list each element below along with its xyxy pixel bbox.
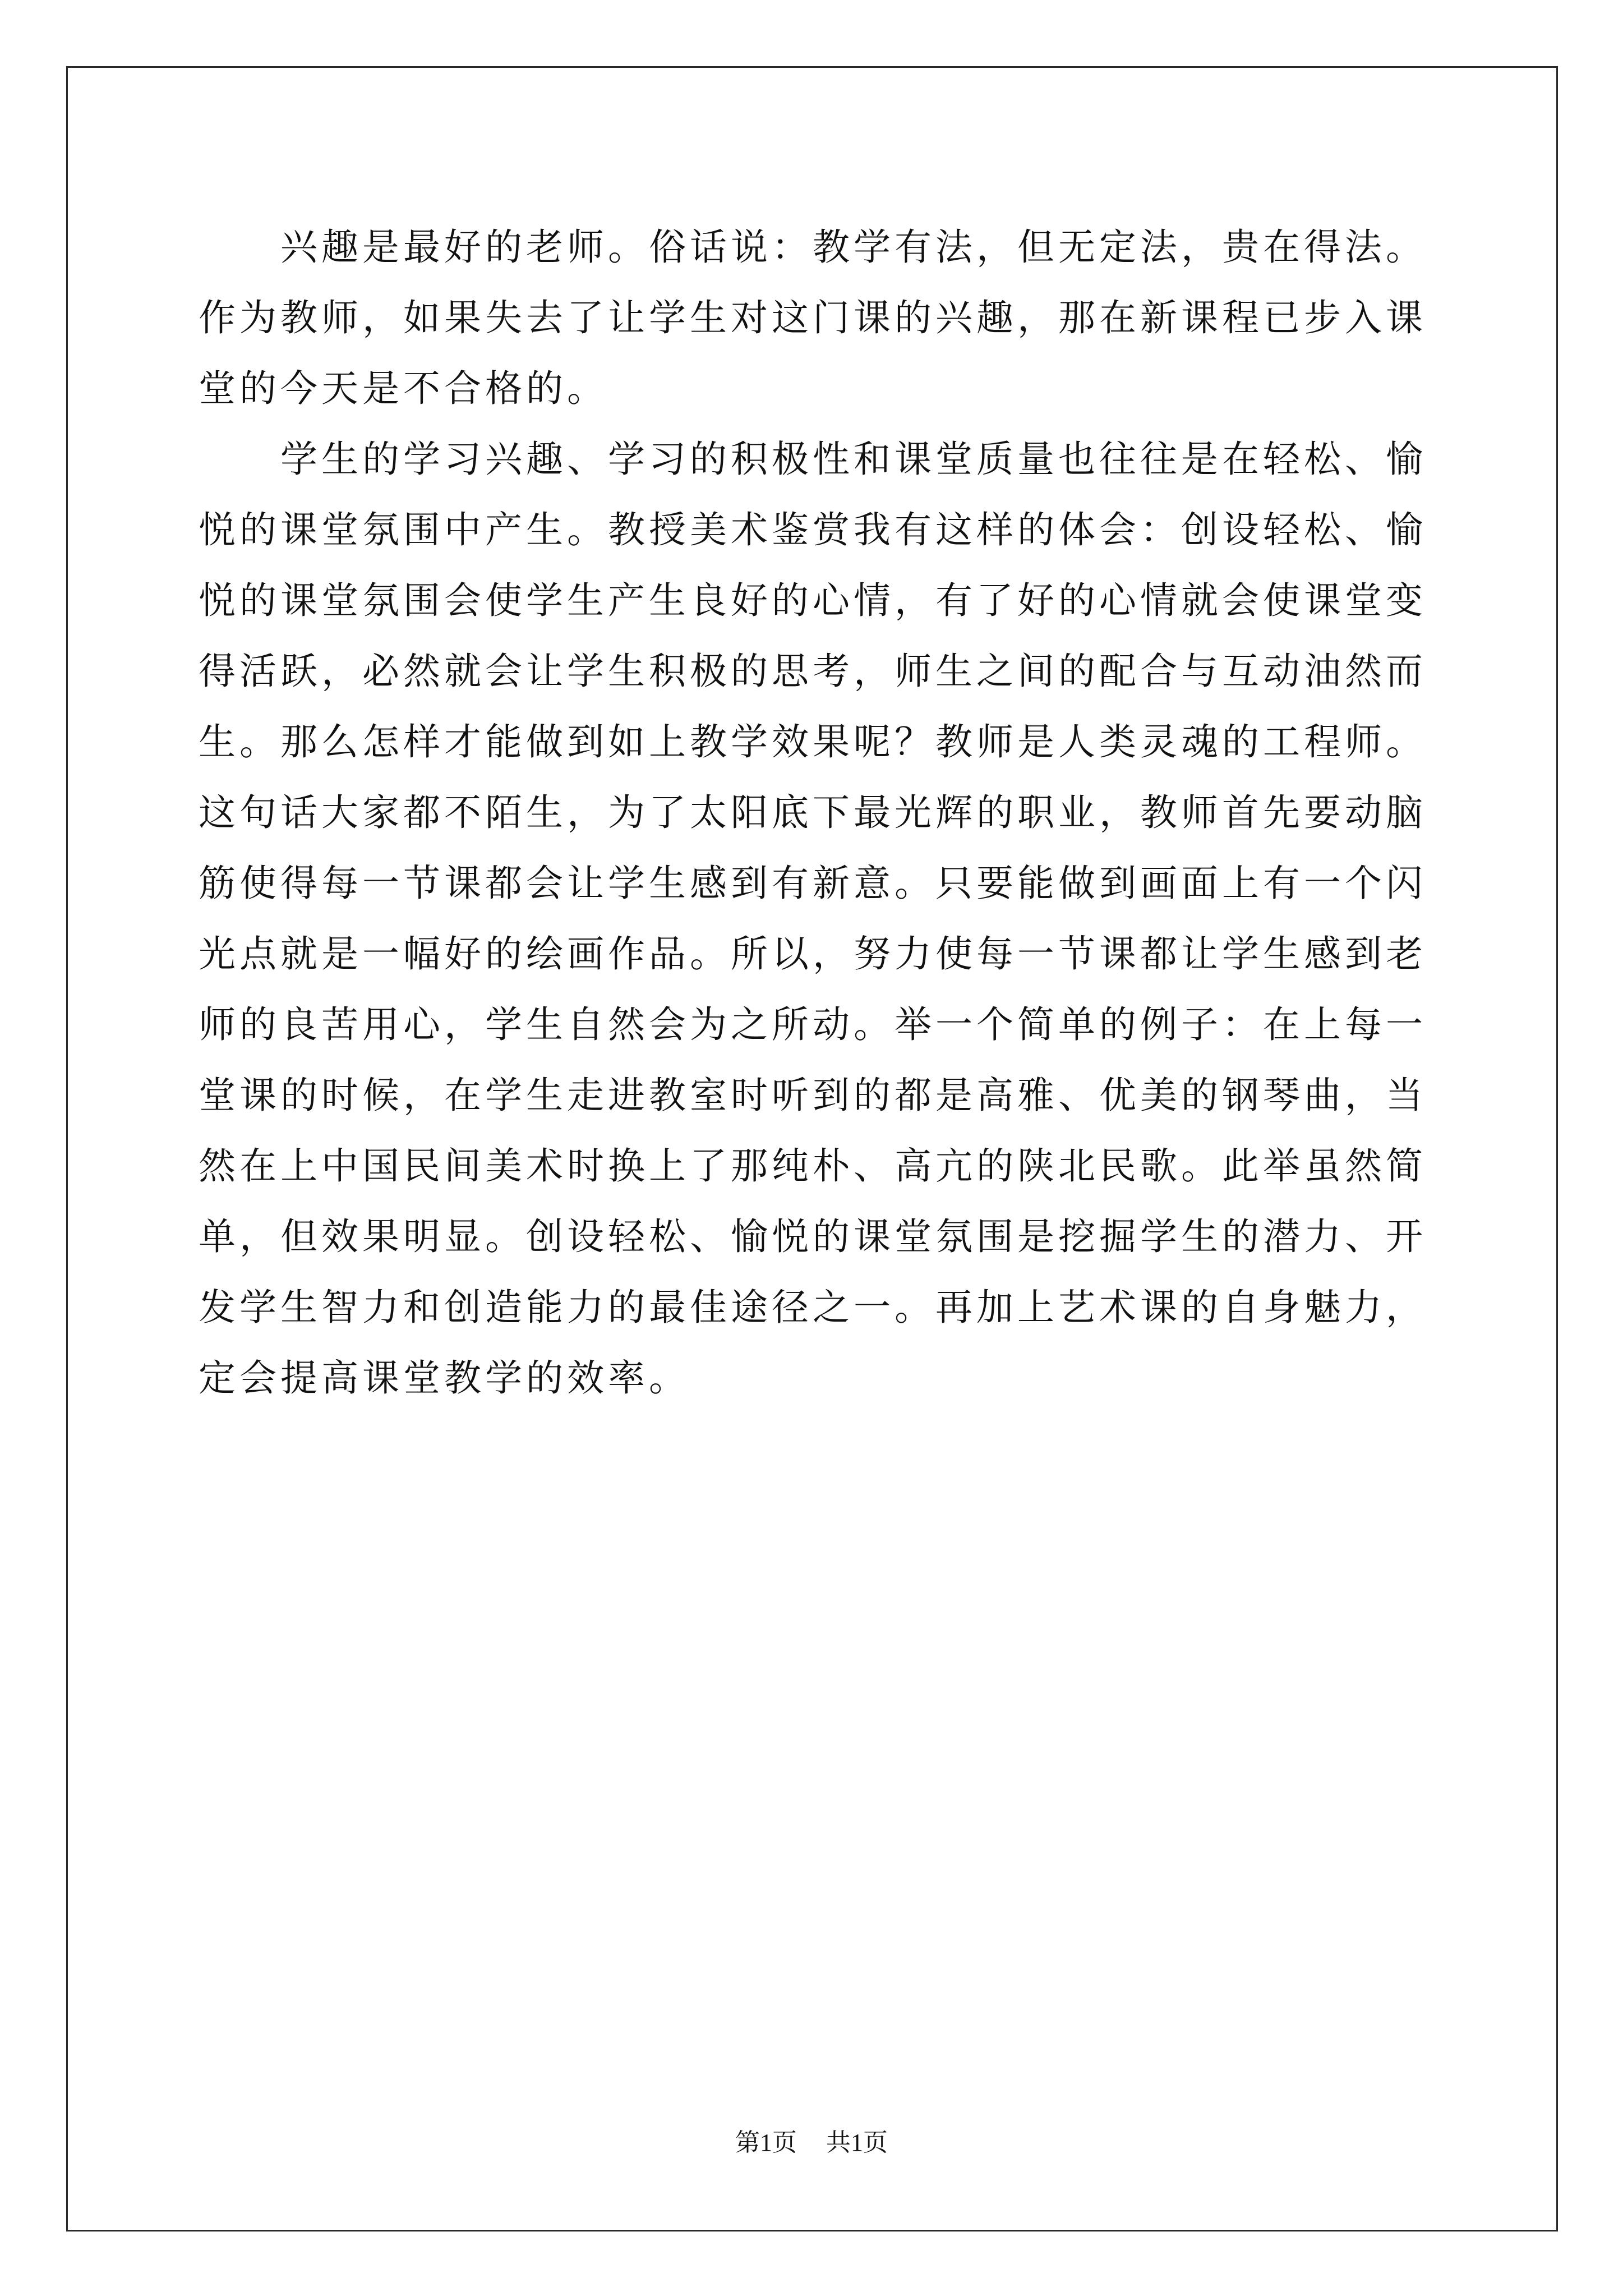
page-number-total: 共1页	[826, 2129, 888, 2156]
page-number-current: 第1页	[735, 2129, 797, 2156]
document-body	[199, 212, 1427, 1414]
page-footer	[0, 2126, 1623, 2160]
paragraph-2: 学生的学习兴趣、学习的积极性和课堂质量也往往是在轻松、愉悦的课堂氛围中产生。教授美术鉴赏我有这样的体会：创设轻松、愉悦的课堂氛围会使学生产生良好的心情，有了好的心情就会使课堂变得活跃，必然就会让学生积极的思考，师生之间的配合与互动油然而生。那么怎样才能做到如上教学效果呢？教师是人类灵魂的工程师。这句话大家都不陌生，为了太阳底下最光辉的职业，教师首先要动脑筋使得每一节课都会让学生感到有新意。只要能做到画面上有一个闪光点就是一幅好的绘画作品。所以，努力使每一节课都让学生感到老师的良苦用心，学生自然会为之所动。举一个简单的例子：在上每一堂课的时候，在学生走进教室时听到的都是高雅、优美的钢琴曲，当然在上中国民间美术时换上了那纯朴、高亢的陕北民歌。此举虽然简单，但效果明显。创设轻松、愉悦的课堂氛围是挖掘学生的潜力、开发学生智力和创造能力的最佳途径之一。再加上艺术课的自身魅力，定会提高课堂教学的效率。	[199, 438, 1427, 1400]
paragraph-1: 兴趣是最好的老师。俗话说：教学有法，但无定法，贵在得法。作为教师，如果失去了让学生对这门课的兴趣，那在新课程已步入课堂的今天是不合格的。	[199, 226, 1427, 410]
